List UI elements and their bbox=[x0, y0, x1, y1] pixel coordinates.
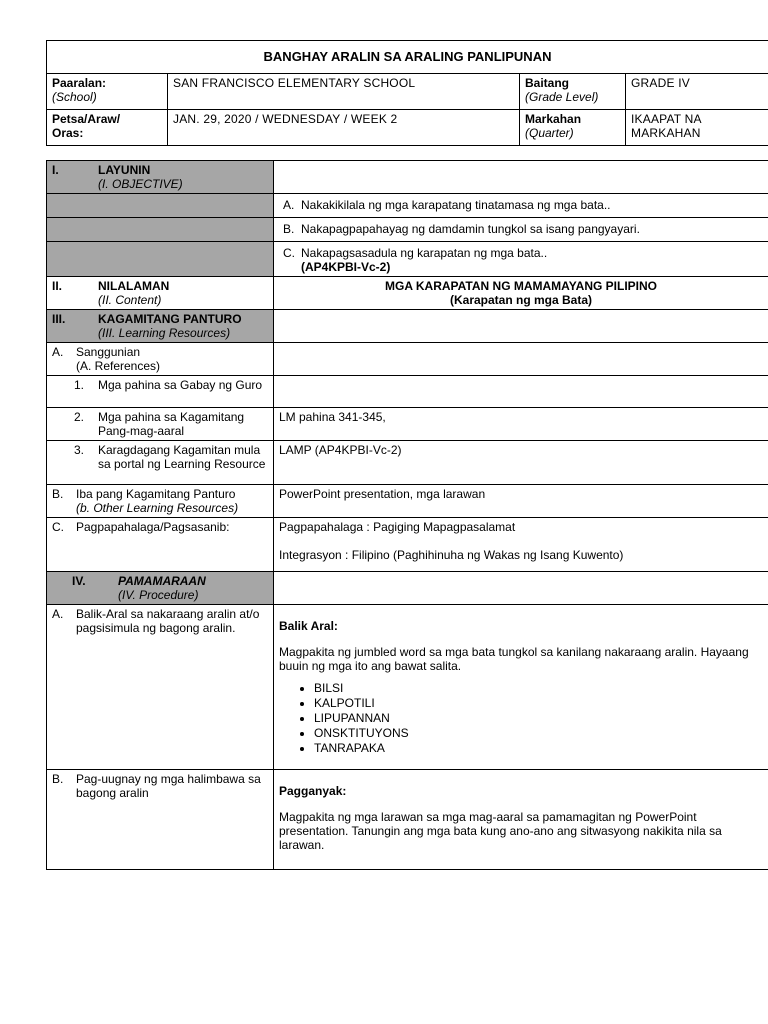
content-number: II. bbox=[52, 279, 63, 293]
resources-section-header bbox=[47, 310, 274, 343]
document-title: BANGHAY ARALIN SA ARALING PANLIPUNAN bbox=[47, 41, 768, 74]
procedure-b-cell bbox=[274, 770, 768, 870]
other-resources-value: PowerPoint presentation, mga larawan bbox=[274, 485, 768, 518]
other-resources-row bbox=[47, 485, 274, 518]
other-resources-letter: B. bbox=[52, 487, 64, 501]
content-section-header bbox=[47, 277, 274, 310]
date-label-2: Oras: bbox=[52, 126, 84, 140]
header-table bbox=[46, 40, 768, 146]
values-cell bbox=[274, 518, 768, 572]
procedure-a-heading: Balik Aral: bbox=[279, 619, 338, 633]
objective-c-code: (AP4KPBI-Vc-2) bbox=[301, 260, 391, 274]
objective-b-letter: B. bbox=[283, 222, 295, 236]
references-label: Sanggunian bbox=[76, 345, 141, 359]
values-letter: C. bbox=[52, 520, 64, 534]
objective-section-header bbox=[47, 161, 274, 194]
values-label: Pagpapahalaga/Pagsasanib: bbox=[76, 520, 230, 534]
resource-item-3-label: Karagdagang Kagamitan mula sa portal ng Learning Resource bbox=[98, 443, 266, 471]
grade-label: Baitang bbox=[525, 76, 570, 90]
resource-item-1-label: Mga pahina sa Gabay ng Guro bbox=[98, 378, 263, 392]
date-label-cell bbox=[47, 110, 168, 146]
resource-item-1-value bbox=[274, 376, 768, 408]
quarter-label: Markahan bbox=[525, 112, 582, 126]
quarter-label-cell bbox=[520, 110, 626, 146]
references-value bbox=[274, 343, 768, 376]
jumbled-word: • KALPOTILI bbox=[314, 696, 763, 711]
school-label-cell bbox=[47, 74, 168, 110]
resource-item-3 bbox=[47, 441, 274, 485]
other-resources-label: Iba pang Kagamitang Panturo bbox=[76, 487, 236, 501]
procedure-sublabel: (IV. Procedure) bbox=[118, 588, 199, 602]
resource-item-2-number: 2. bbox=[74, 410, 85, 424]
lesson-plan-document bbox=[46, 40, 768, 870]
grade-label-cell bbox=[520, 74, 626, 110]
jumbled-word-list bbox=[279, 681, 763, 756]
jumbled-word: • BILSI bbox=[314, 681, 763, 696]
objective-sublabel: (I. OBJECTIVE) bbox=[98, 177, 183, 191]
values-line-1: Pagpapahalaga : Pagiging Mapagpasalamat bbox=[279, 520, 516, 534]
content-subtitle: (Karapatan ng mga Bata) bbox=[449, 293, 593, 307]
objective-empty-cell bbox=[274, 161, 768, 194]
jumbled-word: • LIPUPANNAN bbox=[314, 711, 763, 726]
resource-item-2 bbox=[47, 408, 274, 441]
date-label: Petsa/Araw/ bbox=[52, 112, 121, 126]
objective-number: I. bbox=[52, 163, 59, 177]
procedure-a-text: Magpakita ng jumbled word sa mga bata tungkol sa kanilang nakaraang aralin. Hayaang buuin ng mga ito ang bawat salita. bbox=[279, 645, 749, 673]
content-label: NILALAMAN bbox=[98, 279, 170, 293]
procedure-section-header bbox=[47, 572, 274, 605]
grade-value: GRADE IV bbox=[626, 74, 768, 110]
content-sublabel: (II. Content) bbox=[98, 293, 162, 307]
procedure-label: PAMAMARAAN bbox=[118, 574, 206, 588]
date-value: JAN. 29, 2020 / WEDNESDAY / WEEK 2 bbox=[168, 110, 520, 146]
objective-a-text: Nakakikilala ng mga karapatang tinatamasa ng mga bata.. bbox=[301, 198, 611, 212]
procedure-a-label: Balik-Aral sa nakaraang aralin at/o pagsisimula ng bagong aralin. bbox=[76, 607, 260, 635]
objective-c-text: Nakapagsasadula ng karapatan ng mga bata.. bbox=[301, 246, 548, 260]
jumbled-word: • TANRAPAKA bbox=[314, 741, 763, 756]
resource-item-3-value: LAMP (AP4KPBI-Vc-2) bbox=[274, 441, 768, 485]
objective-b bbox=[274, 218, 768, 242]
content-cell bbox=[274, 277, 768, 310]
grade-sublabel: (Grade Level) bbox=[525, 90, 599, 104]
objective-c-letter: C. bbox=[283, 246, 295, 260]
values-row bbox=[47, 518, 274, 572]
procedure-b-heading: Pagganyak: bbox=[279, 784, 347, 798]
resource-item-3-number: 3. bbox=[74, 443, 85, 457]
procedure-a-letter: A. bbox=[52, 607, 64, 621]
objective-a bbox=[274, 194, 768, 218]
resources-label: KAGAMITANG PANTURO bbox=[98, 312, 242, 326]
procedure-empty-cell bbox=[274, 572, 768, 605]
school-label: Paaralan: bbox=[52, 76, 107, 90]
objective-b-text: Nakapagpapahayag ng damdamin tungkol sa isang pangyayari. bbox=[301, 222, 640, 236]
objective-label: LAYUNIN bbox=[98, 163, 151, 177]
objective-a-left bbox=[47, 194, 274, 218]
references-sublabel: (A. References) bbox=[76, 359, 161, 373]
content-title: MGA KARAPATAN NG MAMAMAYANG PILIPINO bbox=[384, 279, 657, 293]
procedure-number: IV. bbox=[72, 574, 86, 588]
procedure-b-label: Pag-uugnay ng mga halimbawa sa bagong aralin bbox=[76, 772, 261, 800]
procedure-a-row bbox=[47, 605, 274, 770]
jumbled-word: • ONSKTITUYONS bbox=[314, 726, 763, 741]
objective-a-letter: A. bbox=[283, 198, 295, 212]
resources-number: III. bbox=[52, 312, 66, 326]
references-letter: A. bbox=[52, 345, 64, 359]
objective-c-left bbox=[47, 242, 274, 277]
resource-item-1-number: 1. bbox=[74, 378, 85, 392]
references-row bbox=[47, 343, 274, 376]
resources-sublabel: (III. Learning Resources) bbox=[98, 326, 231, 340]
objective-b-left bbox=[47, 218, 274, 242]
procedure-a-cell bbox=[274, 605, 768, 770]
resource-item-2-label: Mga pahina sa Kagamitang Pang-mag-aaral bbox=[98, 410, 245, 438]
procedure-b-text: Magpakita ng mga larawan sa mga mag-aaral sa pamamagitan ng PowerPoint presentation. Tanungin ang mga bata kung ano-ano ang sitwasyong nakikita nila sa larawan. bbox=[279, 810, 722, 852]
resource-item-2-value: LM pahina 341-345, bbox=[274, 408, 768, 441]
quarter-sublabel: (Quarter) bbox=[525, 126, 574, 140]
school-sublabel: (School) bbox=[52, 90, 97, 104]
procedure-b-row bbox=[47, 770, 274, 870]
resources-empty-cell bbox=[274, 310, 768, 343]
lesson-table bbox=[46, 160, 768, 870]
objective-c bbox=[274, 242, 768, 277]
procedure-b-letter: B. bbox=[52, 772, 64, 786]
other-resources-sublabel: (b. Other Learning Resources) bbox=[76, 501, 239, 515]
resource-item-1 bbox=[47, 376, 274, 408]
quarter-value: IKAAPAT NA MARKAHAN bbox=[626, 110, 768, 146]
values-line-2: Integrasyon : Filipino (Paghihinuha ng Wakas ng Isang Kuwento) bbox=[279, 548, 624, 562]
school-value: SAN FRANCISCO ELEMENTARY SCHOOL bbox=[168, 74, 520, 110]
